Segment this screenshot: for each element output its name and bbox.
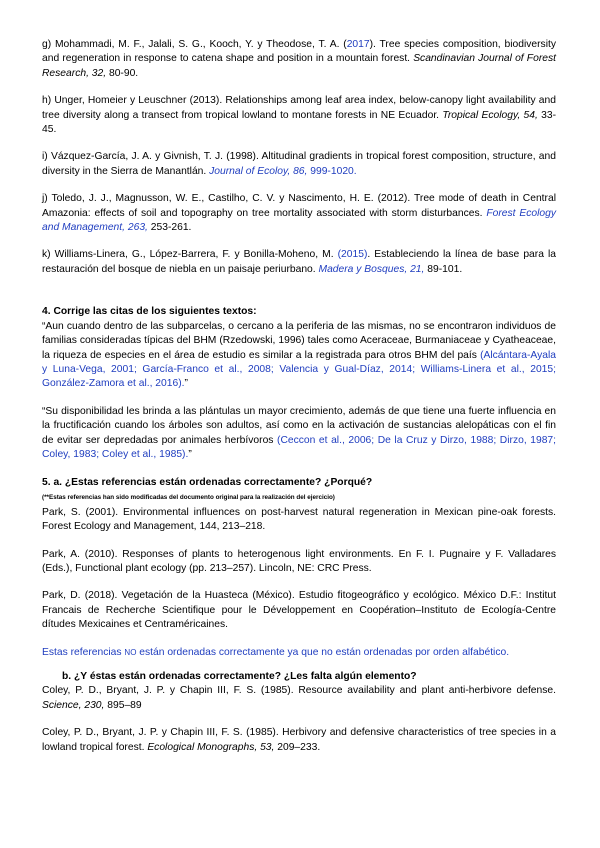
reference-i: i) Vázquez-García, J. A. y Givnish, T. J. (1998). Altitudinal gradients in tropical forest composition, structure, and diversity in the Sierra de Manantlán. Journal of Ecoloy, 86, 999-1020. bbox=[42, 151, 556, 177]
section-5b-heading: b. ¿Y éstas están ordenadas correctamente? ¿Les falta algún elemento? bbox=[62, 671, 417, 682]
section-4-quote-1: “Aun cuando dentro de las subparcelas, o cercano a la periferia de las mismas, no se encontraron individuos de familias consideradas típicas del BHM (Rzedowski, 1996) tales como Aceraceae, Burmaniaceae y Cyatheaceae, la riqueza de especies en el área de estudio es similar a la registrada para otros BHM del país (Alcántara-Ayala y Luna-Vega, 2001; García-Franco et al., 2008; Valencia y Gual-Díaz, 2014; Williams-Linera et al., 2015; González-Zamora et al., 2016).” bbox=[42, 320, 556, 390]
section-5a-heading: 5. a. ¿Estas referencias están ordenadas correctamente? ¿Porqué? bbox=[42, 477, 373, 489]
section-5-note: (**Estas referencias han sido modificadas del documento original para la realización del ejercicio) bbox=[42, 493, 335, 501]
answer-5a: Estas referencias NO están ordenadas correctamente ya que no están ordenadas por orden alfabético. bbox=[42, 646, 510, 658]
park-reference-3: Park, D. (2018). Vegetación de la Huasteca (México). Estudio fitogeográfico y ecológico. México D.F.: Institut Francais de Recherche Scientifique pour le Développement en Coopération–Instituto de Ecología-Centre dítudes Mexicaines et Centraméricaines. bbox=[42, 590, 556, 631]
reference-k: k) Williams-Linera, G., López-Barrera, F. y Bonilla-Moheno, M. (2015). Estableciendo la línea de base para la restauración del bosque de niebla en un paisaje periurbano. Madera y Bosques, 21, 89-101. bbox=[42, 249, 556, 275]
coley-reference-1: Coley, P. D., Bryant, J. P. y Chapin III, F. S. (1985). Resource availability and plant anti-herbivore defense. Science, 230, 895–89 bbox=[42, 685, 556, 711]
coley-reference-2: Coley, P. D., Bryant, J. P. y Chapin III, F. S. (1985). Herbivory and defensive characteristics of tree species in a lowland tropical forest. Ecological Monographs, 53, 209–233. bbox=[42, 727, 556, 753]
park-reference-1: Park, S. (2001). Environmental influences on post-harvest natural regeneration in Mexican pine-oak forests. Forest Ecology and Management, 144, 213–218. bbox=[42, 506, 556, 533]
reference-g: g) Mohammadi, M. F., Jalali, S. G., Kooch, Y. y Theodose, T. A. (2017). Tree species composition, biodiversity and regeneration in response to catena shape and position in a mountain forest. Scandinavian Journal of Forest Research, 32, 80-90. bbox=[42, 39, 556, 79]
section-4-quote-2: “Su disponibilidad les brinda a las plántulas un mayor crecimiento, además de que tiene una fuerte influencia en la fructificación cuando los árboles son adultos, así como en la activación de sustancias alelopáticas con el fin de evitar ser depredadas por animales herbívoros (Ceccon et al., 2006; De la Cruz y Dirzo, 1988; Dirzo, 1987; Coley, 1983; Coley et al., 1985).” bbox=[42, 405, 557, 460]
park-reference-2: Park, A. (2010). Responses of plants to heterogenous light environments. En F. I. Pugnaire y F. Valladares (Eds.), Functional plant ecology (pp. 213–257). Lincoln, NE: CRC Press. bbox=[42, 548, 556, 574]
document-page bbox=[42, 38, 556, 755]
section-4-heading: 4. Corrige las citas de los siguientes textos: bbox=[42, 306, 257, 318]
reference-j: j) Toledo, J. J., Magnusson, W. E., Castilho, C. V. y Nascimento, H. E. (2012). Tree mode of death in Central Amazonia: effects of soil and topography on tree mortality associated with storm disturbances. Forest Ecology and Management, 263, 253-261. bbox=[42, 193, 556, 234]
reference-h: h) Unger, Homeier y Leuschner (2013). Relationships among leaf area index, below-canopy light availability and tree diversity along a transect from tropical lowland to montane forests in NE Ecuador. Tropical Ecology, 54, 33-45. bbox=[42, 95, 556, 136]
